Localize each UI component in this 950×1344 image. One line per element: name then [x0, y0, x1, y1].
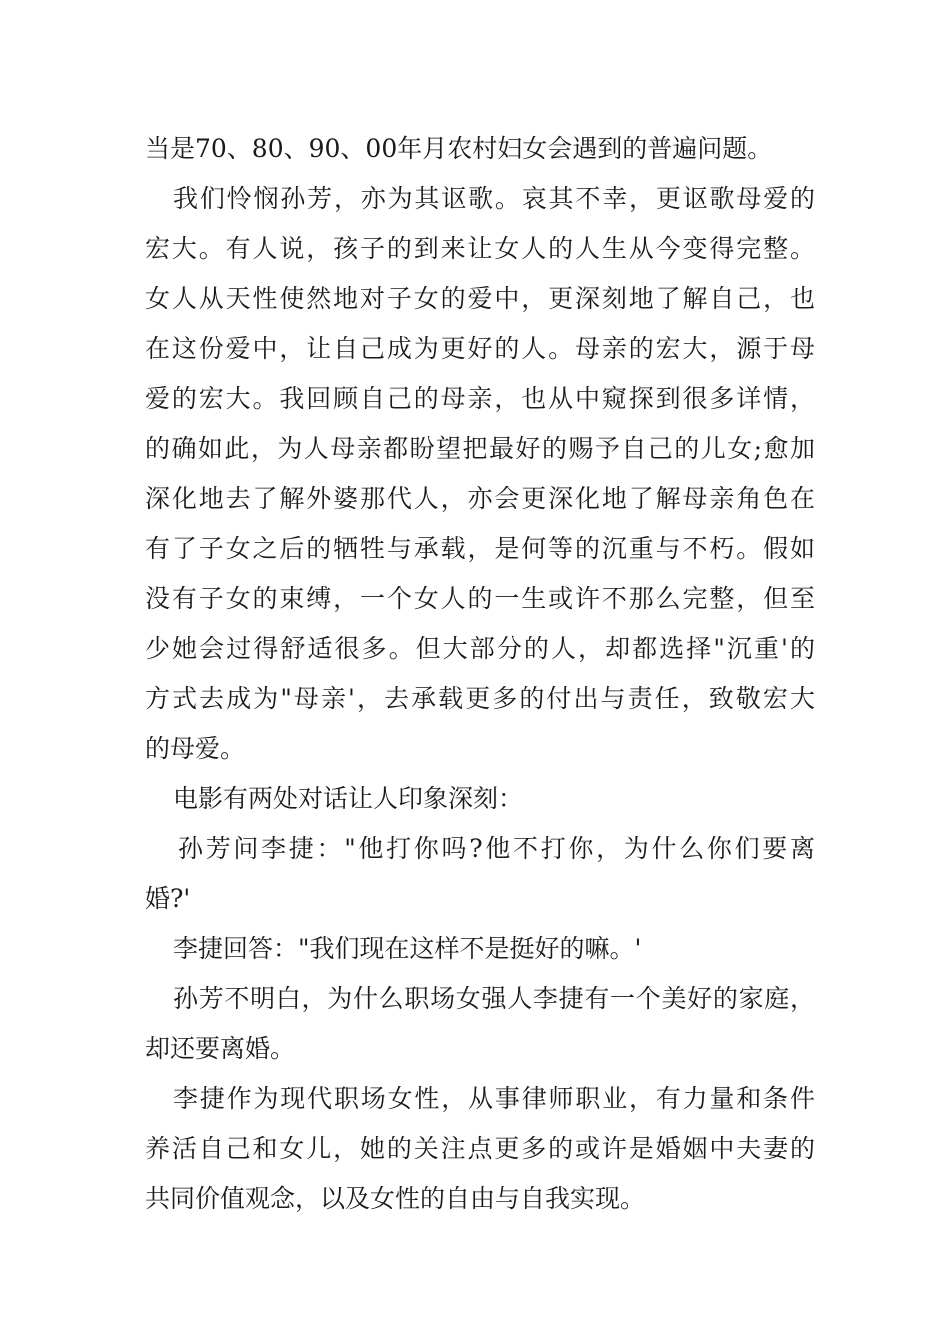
- text-line: 没有子女的束缚，一个女人的一生或许不那么完整，但至: [145, 584, 815, 613]
- text-line: 女人从天性使然地对子女的爱中，更深刻地了解自己，也: [145, 284, 815, 313]
- text-line: 在这份爱中，让自己成为更好的人。母亲的宏大，源于母: [145, 334, 815, 363]
- text-line: 孙芳不明白，为什么职场女强人李捷有一个美好的家庭，: [173, 984, 815, 1013]
- text-line: 少她会过得舒适很多。但大部分的人，却都选择"沉重'的: [145, 634, 815, 663]
- text-line: 却还要离婚。: [145, 1034, 296, 1063]
- text-line: 的母爱。: [145, 734, 246, 763]
- text-line: 深化地去了解外婆那代人，亦会更深化地了解母亲角色在: [145, 484, 815, 513]
- text-line: 宏大。有人说，孩子的到来让女人的人生从今变得完整。: [145, 234, 815, 263]
- text-line: 养活自己和女儿，她的关注点更多的或许是婚姻中夫妻的: [145, 1134, 815, 1163]
- text-line: 婚?': [145, 884, 191, 913]
- text-line: 有了子女之后的牺牲与承载，是何等的沉重与不朽。假如: [145, 534, 815, 563]
- text-line: 爱的宏大。我回顾自己的母亲，也从中窥探到很多详情，: [145, 384, 815, 413]
- text-line: 方式去成为"母亲'，去承载更多的付出与责任，致敬宏大: [145, 684, 815, 713]
- text-line: 电影有两处对话让人印象深刻：: [173, 784, 524, 813]
- text-line: 我们怜悯孙芳，亦为其讴歌。哀其不幸，更讴歌母爱的: [173, 184, 815, 213]
- text-line: 孙芳问李捷："他打你吗?他不打你，为什么你们要离: [178, 834, 815, 863]
- text-line: 共同价值观念，以及女性的自由与自我实现。: [145, 1184, 646, 1213]
- text-line: 李捷作为现代职场女性，从事律师职业，有力量和条件: [173, 1084, 815, 1113]
- text-line: 的确如此，为人母亲都盼望把最好的赐予自己的儿女;愈加: [145, 434, 815, 463]
- text-line: 李捷回答："我们现在这样不是挺好的嘛。': [173, 934, 642, 963]
- text-line: 当是70、80、90、00年月农村妇女会遇到的普遍问题。: [145, 134, 773, 163]
